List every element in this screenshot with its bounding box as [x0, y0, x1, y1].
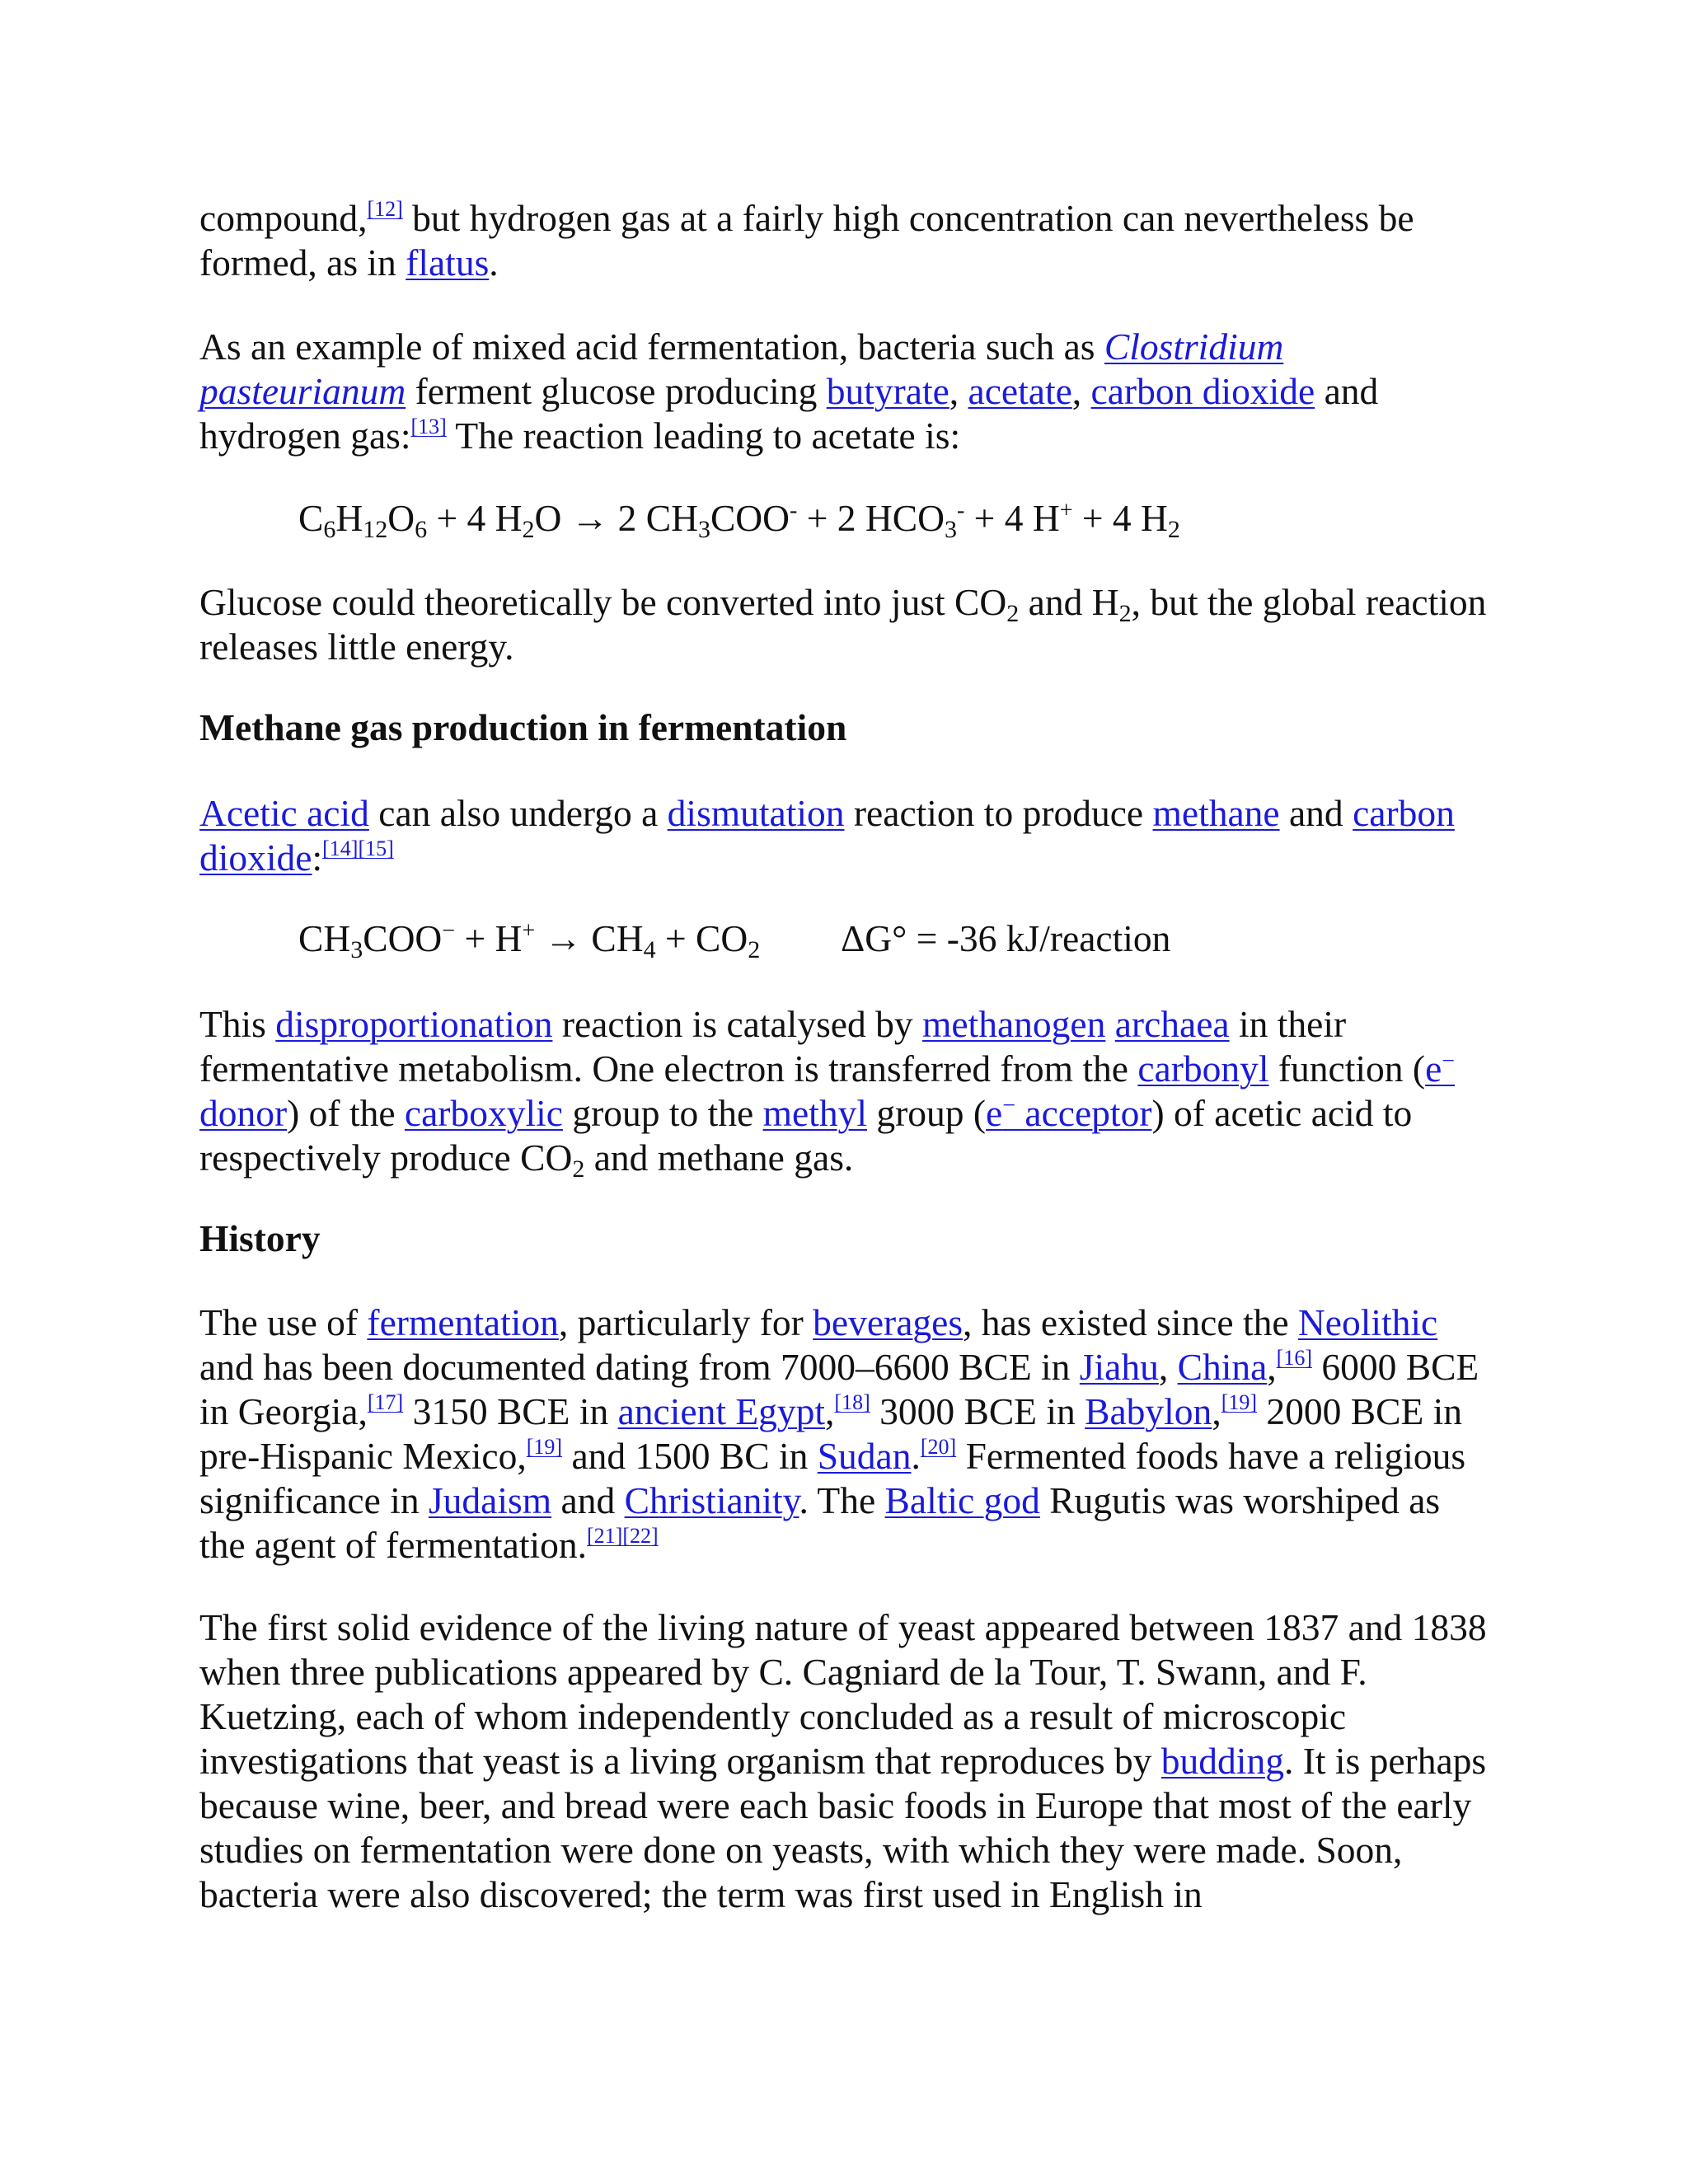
- citation-20[interactable]: [20]: [920, 1435, 957, 1459]
- link-neolithic[interactable]: Neolithic: [1297, 1301, 1438, 1343]
- link-butyrate[interactable]: butyrate: [826, 370, 950, 412]
- link-archaea[interactable]: archaea: [1114, 1003, 1230, 1045]
- link-ancient-egypt[interactable]: ancient Egypt: [617, 1390, 826, 1432]
- link-babylon[interactable]: Babylon: [1085, 1390, 1212, 1432]
- citation-19[interactable]: [19]: [1221, 1390, 1258, 1414]
- link-carbon-dioxide[interactable]: carbon dioxide: [1090, 370, 1315, 412]
- heading-methane-production: Methane gas production in fermentation: [199, 706, 847, 748]
- link-dismutation[interactable]: dismutation: [667, 792, 845, 834]
- link-disproportionation[interactable]: disproportionation: [275, 1003, 553, 1045]
- link-fermentation[interactable]: fermentation: [367, 1301, 559, 1343]
- link-judaism[interactable]: Judaism: [428, 1479, 552, 1521]
- citation-19-second[interactable]: [19]: [526, 1435, 563, 1459]
- link-beverages[interactable]: beverages: [813, 1301, 964, 1343]
- paragraph-glucose-energy: Glucose could theoretically be converted into just $CO_2$ and $H_2$, but the global reaction releases little energy.: [199, 581, 1487, 668]
- link-methyl[interactable]: methyl: [762, 1092, 867, 1134]
- citation-18[interactable]: [18]: [834, 1390, 870, 1414]
- paragraph-acetic-acid: Acetic acid can also undergo a dismutation reaction to produce methane and carbon dioxide:[14][15]: [199, 792, 1455, 879]
- citation-13[interactable]: [13]: [410, 415, 447, 438]
- equation-gibbs-energy: ΔG° = -36 kJ/reaction: [841, 917, 1171, 959]
- link-electron-donor[interactable]: e− donor: [199, 1047, 1456, 1134]
- paragraph-disproportionation: This disproportionation reaction is catalysed by methanogen archaea in their fermentative metabolism. One electron is transferred from the carbonyl function (e− donor) of the carboxylic group to the methyl group (e− acceptor) of acetic acid to respectively produce $CO_2$ and methane gas.: [199, 1003, 1456, 1183]
- paragraph-history-beverages: The use of fermentation, particularly for beverages, has existed since the Neolithic and has been documented dating from 7000–6600 BCE in Jiahu, China,[16] 6000 BCE in Georgia,[17] 3150 BCE in ancient Egypt,[18] 3000 BCE in Babylon,[19] 2000 BCE in pre-Hispanic Mexico,[19] and 1500 BC in Sudan.[20] Fermented foods have a religious significance in Judaism and Christianity. The Baltic god Rugutis was worshiped as the agent of fermentation.[21][22]: [199, 1301, 1479, 1566]
- link-clostridium-pasteurianum[interactable]: Clostridium pasteurianum: [199, 326, 1284, 412]
- paragraph-yeast-evidence: The first solid evidence of the living nature of yeast appeared between 1837 and 1838 when three publications appeared by C. Cagniard de la Tour, T. Swann, and F. Kuetzing, each of whom independently concluded as a result of microscopic investigations that yeast is a living organism that reproduces by budding. It is perhaps because wine, beer, and bread were each basic foods in Europe that most of the early studies on fermentation were done on yeasts, with which they were made. Soon, bacteria were also discovered; the term was first used in English in: [199, 1606, 1487, 1915]
- link-china[interactable]: China: [1177, 1346, 1268, 1388]
- link-electron-acceptor[interactable]: e− acceptor: [986, 1092, 1152, 1134]
- link-carbon-dioxide-2[interactable]: carbon dioxide: [199, 792, 1455, 879]
- heading-history: History: [199, 1217, 321, 1259]
- citation-15[interactable]: [15]: [358, 837, 394, 860]
- equation-methanogenesis: $CH_3COO^- + H^+ \to CH_4 + CO_2$: [298, 917, 761, 963]
- citation-14[interactable]: [14]: [322, 837, 359, 860]
- citation-16[interactable]: [16]: [1276, 1346, 1312, 1370]
- link-methane[interactable]: methane: [1152, 792, 1280, 834]
- citation-17[interactable]: [17]: [367, 1390, 404, 1414]
- citation-21[interactable]: [21]: [586, 1524, 623, 1548]
- link-jiahu[interactable]: Jiahu: [1079, 1346, 1159, 1388]
- link-acetic-acid[interactable]: Acetic acid: [199, 792, 369, 834]
- equation-glucose-acetate: $C_6H_{12}O_6 + 4$ $H_2O \to 2$ $CH_3COO^- + 2$ $HCO_3^- + 4$ H+ + 4 $H_2$: [298, 497, 1180, 543]
- link-budding[interactable]: budding: [1160, 1740, 1284, 1782]
- paragraph-intro: compound,[12] but hydrogen gas at a fairly high concentration can nevertheless be formed, as in flatus.: [199, 197, 1414, 284]
- link-sudan[interactable]: Sudan: [817, 1435, 912, 1477]
- link-christianity[interactable]: Christianity: [624, 1479, 799, 1521]
- citation-22[interactable]: [22]: [622, 1524, 659, 1548]
- link-carboxylic[interactable]: carboxylic: [404, 1092, 563, 1134]
- paragraph-mixed-acid: As an example of mixed acid fermentation, bacteria such as Clostridium pasteurianum ferment glucose producing butyrate, acetate, carbon dioxide and hydrogen gas:[13] The reaction leading to acetate is:: [199, 326, 1379, 457]
- link-carbonyl[interactable]: carbonyl: [1137, 1047, 1269, 1090]
- citation-12[interactable]: [12]: [367, 197, 403, 221]
- link-flatus[interactable]: flatus: [406, 241, 490, 284]
- link-acetate[interactable]: acetate: [968, 370, 1072, 412]
- link-methanogen[interactable]: methanogen: [921, 1003, 1106, 1045]
- link-baltic-god[interactable]: Baltic god: [884, 1479, 1040, 1521]
